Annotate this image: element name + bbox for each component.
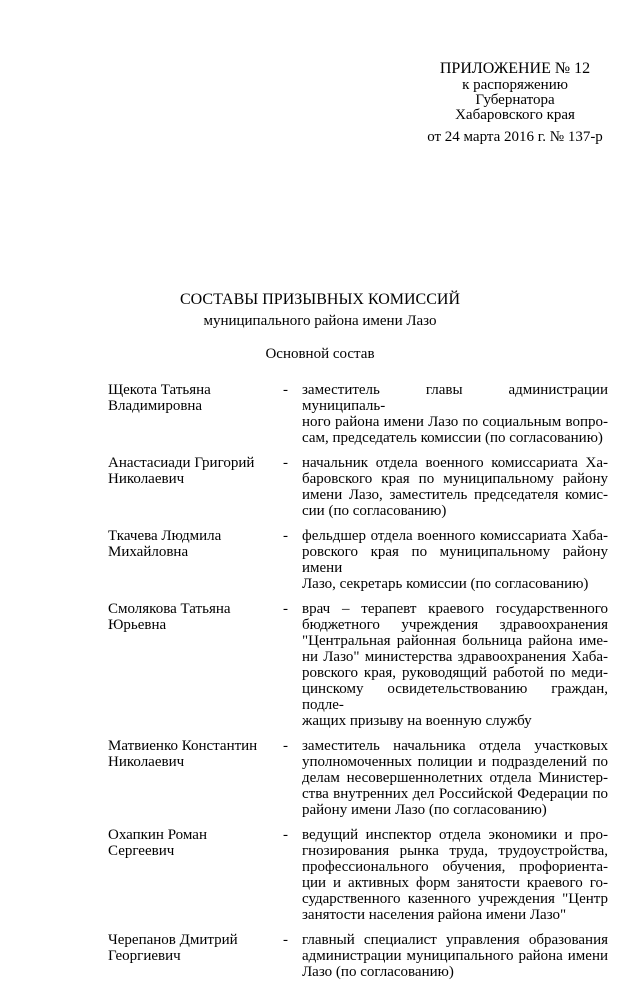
member-dash: -	[283, 601, 288, 617]
member-surname-name: Анастасиади Григорий	[108, 455, 255, 471]
role-line: врач – терапевт краевого государственного	[302, 601, 608, 617]
member-patronymic: Георгиевич	[108, 948, 181, 964]
member-role	[302, 382, 608, 446]
role-line: ровского края по муниципальному району имени	[302, 544, 608, 576]
member-role	[302, 827, 608, 923]
member-surname-name: Щекота Татьяна	[108, 382, 211, 398]
document-subtitle: муниципального района имени Лазо	[203, 313, 437, 329]
member-role	[302, 601, 608, 729]
role-line: имени Лазо, заместитель председателя комис-	[302, 487, 608, 503]
member-dash: -	[283, 455, 288, 471]
role-line: заместитель начальника отдела участковых	[302, 738, 608, 754]
member-name	[108, 601, 280, 729]
appendix-line-3: Хабаровского края	[455, 107, 575, 123]
role-line: занятости населения района имени Лазо"	[302, 907, 567, 923]
role-line: ного района имени Лазо по социальным вопро-	[302, 414, 608, 430]
member-surname-name: Смолякова Татьяна	[108, 601, 231, 617]
member-row	[108, 528, 608, 592]
role-line: ровского края, руководящий работой по меди-	[302, 665, 608, 681]
member-name	[108, 738, 280, 818]
member-surname-name: Ткачева Людмила	[108, 528, 222, 544]
member-row	[108, 601, 608, 729]
role-line: администрации муниципального района имени	[302, 948, 608, 964]
member-patronymic: Юрьевна	[108, 617, 167, 633]
role-line: ведущий инспектор отдела экономики и про-	[302, 827, 608, 843]
member-name	[108, 528, 280, 592]
role-line: сии (по согласованию)	[302, 503, 447, 519]
members-list	[108, 382, 608, 989]
role-line: ни Лазо" министерства здравоохранения Хаба-	[302, 649, 608, 665]
role-line: жащих призыву на военную службу	[302, 713, 532, 729]
role-line: делам несовершеннолетних отдела Министер-	[302, 770, 608, 786]
member-patronymic: Владимировна	[108, 398, 203, 414]
member-dash: -	[283, 528, 288, 544]
role-line: Лазо, секретарь комиссии (по согласованию)	[302, 576, 589, 592]
role-line: ства внутренних дел Российской Федерации по	[302, 786, 608, 802]
member-role	[302, 932, 608, 980]
member-row	[108, 932, 608, 980]
role-line: фельдшер отдела военного комиссариата Хаба-	[302, 528, 608, 544]
role-line: ции и активных форм занятости краевого го-	[302, 875, 608, 891]
role-line: профессионального обучения, профориента-	[302, 859, 608, 875]
role-line: гнозирования рынка труда, трудоустройства,	[302, 843, 608, 859]
role-line: Лазо (по согласованию)	[302, 964, 454, 980]
role-line: баровского края по муниципальному району	[302, 471, 608, 487]
member-row	[108, 738, 608, 818]
member-dash: -	[283, 382, 288, 398]
member-patronymic: Николаевич	[108, 754, 185, 770]
member-row	[108, 455, 608, 519]
appendix-line-2: Губернатора	[475, 92, 555, 108]
role-line: главный специалист управления образования	[302, 932, 608, 948]
role-line: заместитель главы администрации муниципаль-	[302, 382, 608, 414]
member-name	[108, 827, 280, 923]
member-dash: -	[283, 827, 288, 843]
member-dash: -	[283, 932, 288, 948]
member-dash: -	[283, 738, 288, 754]
member-role	[302, 455, 608, 519]
member-row	[108, 827, 608, 923]
member-name	[108, 932, 280, 980]
role-line: району имени Лазо (по согласованию)	[302, 802, 547, 818]
member-surname-name: Черепанов Дмитрий	[108, 932, 238, 948]
appendix-title: ПРИЛОЖЕНИЕ № 12	[439, 60, 591, 77]
role-line: бюджетного учреждения здравоохранения	[302, 617, 608, 633]
appendix-line-1: к распоряжению	[462, 77, 568, 93]
role-line: уполномоченных полиции и подразделений по	[302, 754, 608, 770]
member-patronymic: Михайловна	[108, 544, 189, 560]
member-role	[302, 528, 608, 592]
document-title: СОСТАВЫ ПРИЗЫВНЫХ КОМИССИЙ	[179, 291, 461, 308]
role-line: начальник отдела военного комиссариата Ха-	[302, 455, 608, 471]
appendix-header	[420, 60, 610, 145]
role-line: сударственного казенного учреждения "Центр	[302, 891, 608, 907]
member-name	[108, 455, 280, 519]
appendix-date: от 24 марта 2016 г. № 137-р	[427, 129, 603, 145]
member-patronymic: Николаевич	[108, 471, 185, 487]
member-surname-name: Матвиенко Константин	[108, 738, 258, 754]
member-name	[108, 382, 280, 446]
section-title: Основной состав	[265, 346, 375, 362]
role-line: сам, председатель комиссии (по согласованию)	[302, 430, 603, 446]
role-line: цинскому освидетельствованию граждан, подле-	[302, 681, 608, 713]
member-surname-name: Охапкин Роман	[108, 827, 207, 843]
member-row	[108, 382, 608, 446]
member-role	[302, 738, 608, 818]
member-patronymic: Сергеевич	[108, 843, 175, 859]
role-line: "Центральная районная больница района име-	[302, 633, 608, 649]
